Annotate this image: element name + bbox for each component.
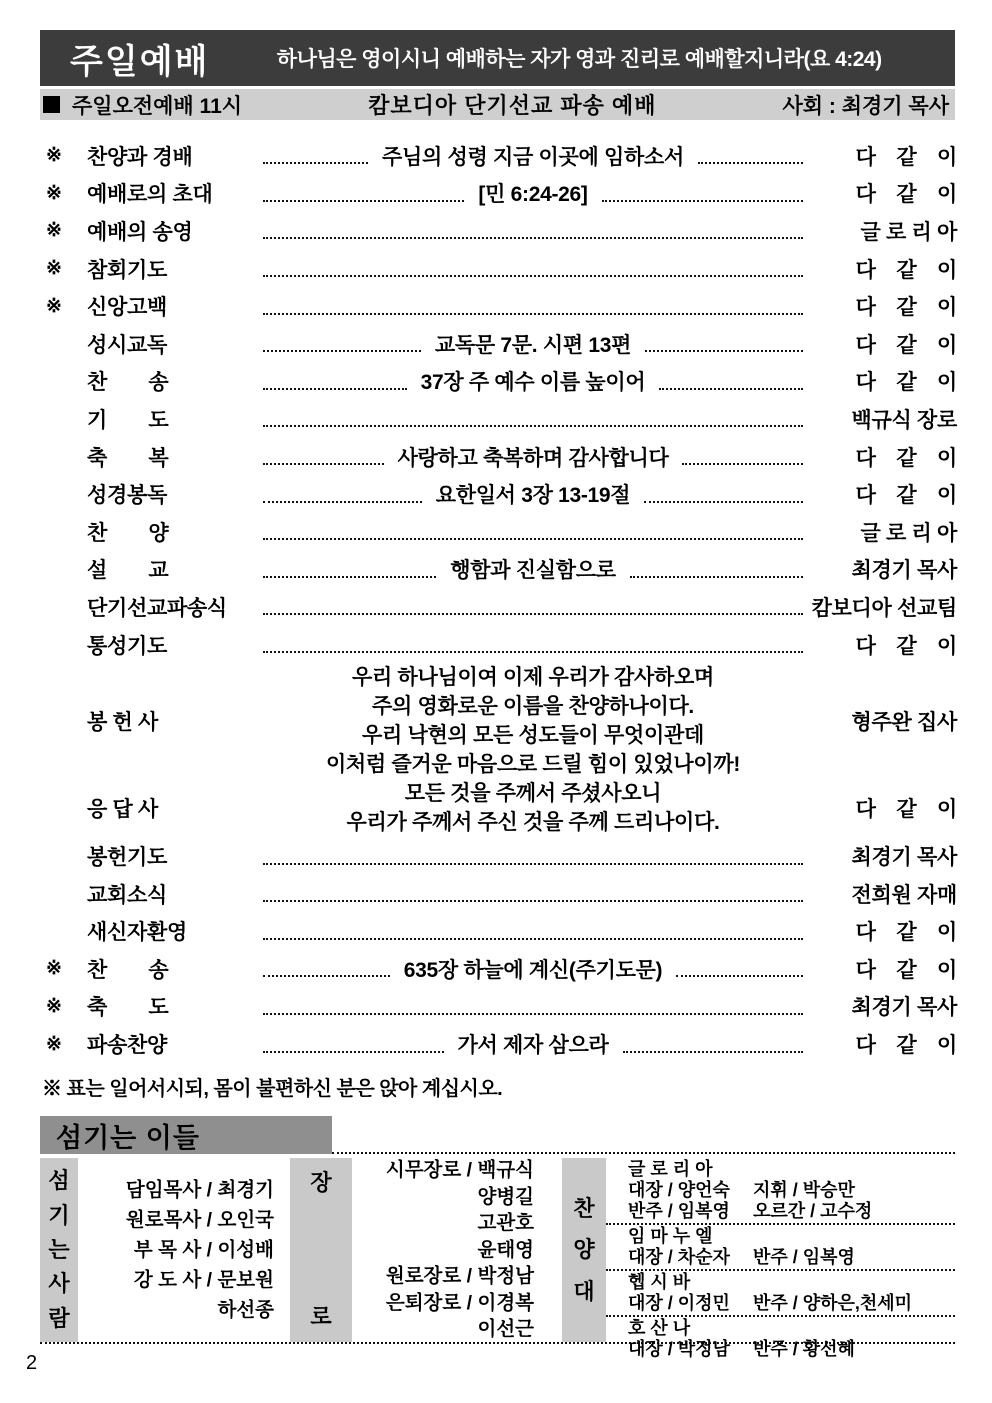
dotted-leader [263, 636, 803, 653]
order-item-label: 신앙고백 [87, 296, 167, 320]
order-item-detail: 사랑하고 축복하며 감사합니다 [397, 446, 669, 470]
order-item-label: 참회기도 [87, 258, 167, 282]
elder-entry: 이선근 [477, 1318, 534, 1341]
order-row [40, 400, 957, 438]
dotted-leader [263, 373, 407, 390]
standing-mark: ※ [46, 295, 62, 317]
square-bullet-icon [43, 96, 60, 113]
choir-staff-line: 대장 / 이정민 반주 / 양하은,천세미 [628, 1293, 913, 1313]
order-row [40, 988, 957, 1026]
order-item-middle [259, 779, 807, 837]
elder-entry: 은퇴장로 / 이경복 [385, 1291, 534, 1314]
standing-note: ※ 표는 일어서시되, 몸이 불편하신 분은 앉아 계십시오. [42, 1078, 503, 1100]
service-presider: 사회 : 최경기 목사 [782, 94, 949, 118]
pastor-entry: 원로목사 / 오인국 [125, 1209, 274, 1231]
dotted-leader [659, 373, 803, 390]
order-item-label: 단기선교파송식 [87, 596, 227, 620]
order-item-performer: 다 같 이 [855, 958, 957, 982]
order-item-label: 설 교 [87, 559, 169, 583]
standing-mark: ※ [46, 145, 62, 167]
order-item-label: 통성기도 [87, 634, 167, 658]
choir-staff-line: 대장 / 차순자 반주 / 임복영 [628, 1247, 855, 1267]
order-item-label: 봉헌기도 [87, 846, 167, 870]
serving-table-header-people [40, 1158, 78, 1342]
standing-mark: ※ [46, 1033, 62, 1055]
order-item-performer: 최경기 목사 [851, 846, 957, 870]
choir-staff-line: 대장 / 양언숙 지휘 / 박승만 [628, 1180, 855, 1200]
order-item-performer: 다 같 이 [855, 145, 957, 169]
dotted-leader [263, 561, 436, 578]
pastor-entry: 부 목 사 / 이성배 [133, 1239, 274, 1261]
order-item-middle [259, 260, 807, 277]
order-item-detail: 가서 제자 삼으라 [457, 1034, 609, 1058]
dotted-leader [263, 960, 390, 977]
standing-mark: ※ [46, 220, 62, 242]
order-item-performer: 다 같 이 [855, 258, 957, 282]
service-time: 주일오전예배 11시 [72, 94, 243, 118]
elder-entry: 윤태영 [477, 1238, 534, 1261]
order-row [40, 363, 957, 401]
dotted-leader [645, 335, 803, 352]
pastor-list [78, 1158, 290, 1342]
order-item-middle [259, 636, 807, 653]
order-item-label: 성시교독 [87, 333, 167, 357]
dotted-leader [263, 260, 803, 277]
choir-name: 글 로 리 아 [628, 1159, 713, 1179]
elder-list [352, 1158, 562, 1342]
order-item-performer: 최경기 목사 [851, 996, 957, 1020]
dotted-leader [698, 147, 803, 164]
choir-entry [606, 1158, 955, 1225]
order-item-detail: 37장 주 예수 이름 높이어 [420, 371, 646, 395]
order-row [40, 779, 957, 837]
order-item-label: 예배의 송영 [87, 220, 193, 244]
dotted-leader [623, 1036, 804, 1053]
choir-name: 헵 시 바 [628, 1272, 691, 1292]
order-item-performer: 백규식 장로 [851, 408, 957, 432]
order-row [40, 913, 957, 951]
dotted-leader [602, 185, 803, 202]
order-item-label: 파송찬양 [87, 1034, 167, 1058]
order-row [40, 137, 957, 175]
order-item-middle [259, 554, 807, 584]
vertical-header-char: 장 [310, 1170, 332, 1195]
order-item-performer: 다 같 이 [855, 1034, 957, 1058]
order-row [40, 837, 957, 875]
order-item-label: 찬 양 [87, 521, 169, 545]
service-title: 캄보디아 단기선교 파송 예배 [368, 93, 657, 118]
offering-line: 우리가 주께서 주신 것을 주께 드리나이다. [346, 811, 720, 835]
order-row [40, 588, 957, 626]
dotted-leader [263, 185, 464, 202]
order-item-middle [259, 923, 807, 940]
order-item-middle [259, 222, 807, 239]
order-row [40, 663, 957, 779]
order-row [40, 287, 957, 325]
elder-entry: 고관호 [477, 1212, 534, 1235]
dotted-leader [263, 598, 803, 615]
dotted-leader [263, 410, 803, 427]
order-item-middle [259, 848, 807, 865]
choir-list [606, 1158, 955, 1359]
order-item-label: 성경봉독 [87, 484, 167, 508]
page-number: 2 [26, 1352, 38, 1374]
order-item-middle [259, 885, 807, 902]
order-item-middle [259, 1029, 807, 1059]
order-row [40, 175, 957, 213]
order-item-middle [259, 410, 807, 427]
order-item-performer: 캄보디아 선교팀 [811, 596, 957, 620]
dotted-leader [263, 923, 803, 940]
order-row [40, 626, 957, 664]
dotted-leader [263, 147, 368, 164]
order-item-middle [259, 178, 807, 208]
order-item-performer: 글 로 리 아 [860, 521, 957, 545]
standing-mark: ※ [46, 995, 62, 1017]
vertical-header-char: 는 [48, 1236, 70, 1262]
order-item-label: 새신자환영 [87, 921, 187, 945]
order-item-label: 축 도 [87, 996, 169, 1020]
choir-entry [606, 1271, 955, 1317]
order-item-detail: 635장 하늘에 계신(주기도문) [403, 958, 663, 982]
order-item-performer: 다 같 이 [855, 183, 957, 207]
serving-section-title: 섬기는 이들 [40, 1116, 332, 1154]
order-item-detail: 요한일서 3장 13-19절 [435, 484, 631, 508]
order-item-label: 찬 송 [87, 958, 169, 982]
vertical-header-char: 찬 [573, 1195, 595, 1221]
order-item-performer: 다 같 이 [855, 371, 957, 395]
dotted-leader [682, 448, 803, 465]
vertical-header-char: 기 [48, 1202, 70, 1228]
order-item-performer: 다 같 이 [855, 921, 957, 945]
order-row [40, 250, 957, 288]
page-title: 주일예배 [70, 42, 210, 81]
standing-mark: ※ [46, 258, 62, 280]
order-item-label: 봉 헌 사 [87, 711, 159, 735]
order-row [40, 513, 957, 551]
order-item-label: 찬양과 경배 [87, 145, 193, 169]
order-item-middle [259, 329, 807, 359]
choir-name: 호 산 나 [628, 1318, 691, 1338]
vertical-header-char: 로 [310, 1304, 332, 1329]
worship-order [40, 137, 957, 1063]
order-row [40, 950, 957, 988]
order-item-middle [259, 523, 807, 540]
order-item-performer: 다 같 이 [855, 296, 957, 320]
order-item-middle [259, 442, 807, 472]
order-item-performer: 다 같 이 [855, 333, 957, 357]
order-item-performer: 다 같 이 [855, 798, 957, 822]
order-item-detail: 교독문 7문. 시편 13편 [434, 333, 632, 357]
offering-line: 우리 낙현의 모든 성도들이 무엇이관데 [362, 724, 704, 748]
vertical-header-char: 섬 [48, 1168, 70, 1194]
serving-table [40, 1158, 955, 1359]
order-item-performer: 글 로 리 아 [860, 220, 957, 244]
dotted-leader [263, 222, 803, 239]
order-item-middle [259, 598, 807, 615]
elder-entry: 원로장로 / 박정남 [385, 1265, 534, 1288]
order-item-detail: 행함과 진실함으로 [450, 559, 616, 583]
order-row [40, 212, 957, 250]
dotted-leader [630, 561, 803, 578]
order-item-middle [259, 141, 807, 171]
elder-entry: 시무장로 / 백규식 [385, 1159, 534, 1182]
order-item-detail: [민 6:24-26] [478, 183, 588, 207]
standing-mark: ※ [46, 958, 62, 980]
order-item-detail: 주님의 성령 지금 이곳에 임하소서 [382, 145, 684, 169]
vertical-header-char: 람 [48, 1305, 70, 1331]
vertical-header-char: 사 [48, 1271, 70, 1297]
order-row [40, 1025, 957, 1063]
dotted-leader [263, 998, 803, 1015]
order-item-middle [259, 298, 807, 315]
order-item-label: 기 도 [87, 408, 169, 432]
order-row [40, 551, 957, 589]
order-item-performer: 다 같 이 [855, 446, 957, 470]
dotted-leader [263, 848, 803, 865]
order-item-label: 교회소식 [87, 883, 167, 907]
order-item-label: 예배로의 초대 [87, 183, 213, 207]
choir-staff-line: 반주 / 임복영 오르간 / 고수정 [628, 1201, 873, 1221]
dotted-leader [263, 523, 803, 540]
serving-table-header-elders [290, 1158, 352, 1342]
choir-entry [606, 1225, 955, 1271]
worship-header-bar [40, 30, 955, 86]
order-item-middle [259, 954, 807, 984]
order-item-label: 찬 송 [87, 371, 169, 395]
order-item-middle [259, 366, 807, 396]
pastor-entry: 강 도 사 / 문보원 [133, 1269, 274, 1291]
order-row [40, 475, 957, 513]
order-item-performer: 최경기 목사 [851, 559, 957, 583]
order-row [40, 325, 957, 363]
vertical-header-char: 양 [573, 1237, 595, 1262]
dotted-leader [263, 298, 803, 315]
dotted-leader [263, 885, 803, 902]
serving-title-rule [332, 1152, 955, 1154]
dotted-leader [263, 1036, 444, 1053]
order-row [40, 875, 957, 913]
standing-mark: ※ [46, 182, 62, 204]
dotted-leader [263, 448, 384, 465]
header-verse: 하나님은 영이시니 예배하는 자가 영과 진리로 예배할지니라(요 4:24) [276, 48, 882, 71]
dotted-leader [263, 486, 422, 503]
offering-line: 주의 영화로운 이름을 찬양하나이다. [372, 695, 694, 719]
order-item-performer: 형주완 집사 [851, 711, 957, 735]
dotted-leader [263, 335, 421, 352]
order-item-middle [259, 479, 807, 509]
offering-line: 이처럼 즐거운 마음으로 드릴 힘이 있었나이까! [325, 753, 741, 777]
dotted-leader [676, 960, 803, 977]
service-info-bar [40, 89, 955, 120]
order-row [40, 438, 957, 476]
order-item-performer: 전희원 자매 [851, 883, 957, 907]
choir-staff-line: 대장 / 박정남 반주 / 황선혜 [628, 1339, 855, 1359]
order-item-performer: 다 같 이 [855, 634, 957, 658]
pastor-entry: 하선종 [217, 1299, 274, 1321]
order-item-performer: 다 같 이 [855, 484, 957, 508]
vertical-header-char: 대 [573, 1278, 595, 1304]
offering-line: 모든 것을 주께서 주셨사오니 [404, 782, 662, 806]
order-item-label: 축 복 [87, 446, 169, 470]
choir-name: 임 마 누 엘 [628, 1226, 713, 1246]
order-item-middle [259, 663, 807, 779]
pastor-entry: 담임목사 / 최경기 [125, 1179, 274, 1201]
dotted-leader [644, 486, 803, 503]
offering-line: 우리 하나님이여 이제 우리가 감사하오며 [352, 666, 714, 690]
serving-table-header-choirs [562, 1158, 606, 1342]
order-item-middle [259, 998, 807, 1015]
elder-entry: 양병길 [477, 1185, 534, 1208]
order-item-label: 응 답 사 [87, 798, 159, 822]
choir-entry [606, 1317, 955, 1361]
